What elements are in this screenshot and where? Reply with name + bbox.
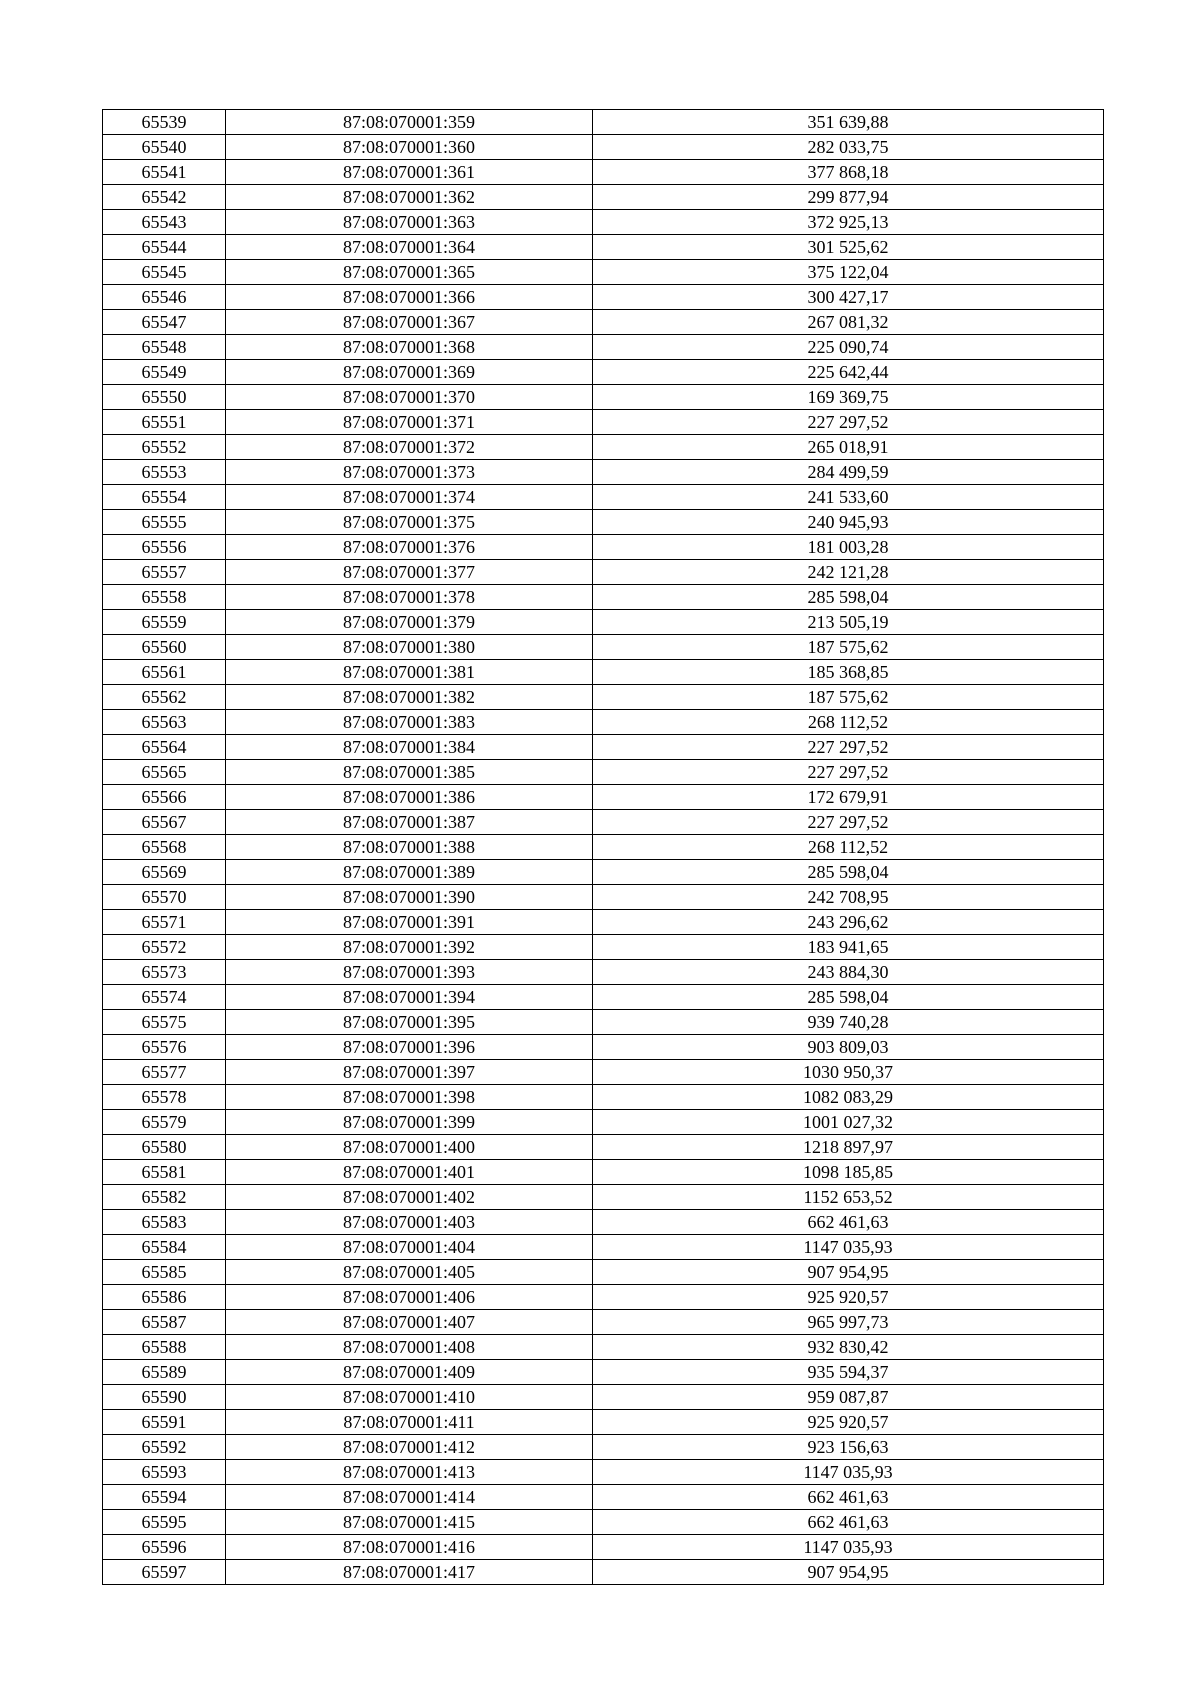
table-row bbox=[103, 1460, 1104, 1485]
table-row bbox=[103, 135, 1104, 160]
table-row bbox=[103, 260, 1104, 285]
row-number-cell: 65573 bbox=[103, 960, 226, 985]
table-row bbox=[103, 1135, 1104, 1160]
cadastral-number-cell: 87:08:070001:414 bbox=[226, 1485, 593, 1510]
row-number-cell: 65559 bbox=[103, 610, 226, 635]
table-row bbox=[103, 1235, 1104, 1260]
table-row bbox=[103, 535, 1104, 560]
table-row bbox=[103, 1010, 1104, 1035]
table-row bbox=[103, 635, 1104, 660]
value-cell: 377 868,18 bbox=[593, 160, 1104, 185]
row-number-cell: 65582 bbox=[103, 1185, 226, 1210]
cadastral-number-cell: 87:08:070001:411 bbox=[226, 1410, 593, 1435]
value-cell: 907 954,95 bbox=[593, 1260, 1104, 1285]
row-number-cell: 65564 bbox=[103, 735, 226, 760]
value-cell: 375 122,04 bbox=[593, 260, 1104, 285]
table-row bbox=[103, 1560, 1104, 1585]
table-row bbox=[103, 510, 1104, 535]
cadastral-number-cell: 87:08:070001:392 bbox=[226, 935, 593, 960]
value-cell: 925 920,57 bbox=[593, 1285, 1104, 1310]
cadastral-number-cell: 87:08:070001:364 bbox=[226, 235, 593, 260]
table-row bbox=[103, 1160, 1104, 1185]
cadastral-number-cell: 87:08:070001:410 bbox=[226, 1385, 593, 1410]
cadastral-number-cell: 87:08:070001:379 bbox=[226, 610, 593, 635]
value-cell: 243 884,30 bbox=[593, 960, 1104, 985]
cadastral-number-cell: 87:08:070001:402 bbox=[226, 1185, 593, 1210]
row-number-cell: 65550 bbox=[103, 385, 226, 410]
row-number-cell: 65546 bbox=[103, 285, 226, 310]
row-number-cell: 65571 bbox=[103, 910, 226, 935]
value-cell: 227 297,52 bbox=[593, 410, 1104, 435]
value-cell: 284 499,59 bbox=[593, 460, 1104, 485]
row-number-cell: 65591 bbox=[103, 1410, 226, 1435]
row-number-cell: 65558 bbox=[103, 585, 226, 610]
cadastral-number-cell: 87:08:070001:360 bbox=[226, 135, 593, 160]
value-cell: 351 639,88 bbox=[593, 110, 1104, 135]
cadastral-number-cell: 87:08:070001:395 bbox=[226, 1010, 593, 1035]
table-row bbox=[103, 585, 1104, 610]
table-row bbox=[103, 1185, 1104, 1210]
value-cell: 185 368,85 bbox=[593, 660, 1104, 685]
table-row bbox=[103, 1535, 1104, 1560]
row-number-cell: 65556 bbox=[103, 535, 226, 560]
row-number-cell: 65541 bbox=[103, 160, 226, 185]
value-cell: 169 369,75 bbox=[593, 385, 1104, 410]
value-cell: 227 297,52 bbox=[593, 760, 1104, 785]
cadastral-number-cell: 87:08:070001:359 bbox=[226, 110, 593, 135]
row-number-cell: 65570 bbox=[103, 885, 226, 910]
cadastral-number-cell: 87:08:070001:400 bbox=[226, 1135, 593, 1160]
value-cell: 372 925,13 bbox=[593, 210, 1104, 235]
value-cell: 1082 083,29 bbox=[593, 1085, 1104, 1110]
value-cell: 225 642,44 bbox=[593, 360, 1104, 385]
value-cell: 268 112,52 bbox=[593, 710, 1104, 735]
value-cell: 181 003,28 bbox=[593, 535, 1104, 560]
value-cell: 285 598,04 bbox=[593, 585, 1104, 610]
cadastral-number-cell: 87:08:070001:368 bbox=[226, 335, 593, 360]
row-number-cell: 65563 bbox=[103, 710, 226, 735]
cadastral-number-cell: 87:08:070001:386 bbox=[226, 785, 593, 810]
row-number-cell: 65569 bbox=[103, 860, 226, 885]
row-number-cell: 65539 bbox=[103, 110, 226, 135]
cadastral-number-cell: 87:08:070001:409 bbox=[226, 1360, 593, 1385]
cadastral-number-cell: 87:08:070001:413 bbox=[226, 1460, 593, 1485]
cadastral-number-cell: 87:08:070001:389 bbox=[226, 860, 593, 885]
row-number-cell: 65577 bbox=[103, 1060, 226, 1085]
cadastral-number-cell: 87:08:070001:391 bbox=[226, 910, 593, 935]
row-number-cell: 65595 bbox=[103, 1510, 226, 1535]
row-number-cell: 65597 bbox=[103, 1560, 226, 1585]
row-number-cell: 65560 bbox=[103, 635, 226, 660]
value-cell: 282 033,75 bbox=[593, 135, 1104, 160]
value-cell: 932 830,42 bbox=[593, 1335, 1104, 1360]
value-cell: 662 461,63 bbox=[593, 1210, 1104, 1235]
cadastral-number-cell: 87:08:070001:380 bbox=[226, 635, 593, 660]
cadastral-number-cell: 87:08:070001:381 bbox=[226, 660, 593, 685]
row-number-cell: 65552 bbox=[103, 435, 226, 460]
cadastral-number-cell: 87:08:070001:407 bbox=[226, 1310, 593, 1335]
row-number-cell: 65540 bbox=[103, 135, 226, 160]
cadastral-number-cell: 87:08:070001:397 bbox=[226, 1060, 593, 1085]
row-number-cell: 65549 bbox=[103, 360, 226, 385]
table-row bbox=[103, 435, 1104, 460]
value-cell: 213 505,19 bbox=[593, 610, 1104, 635]
cadastral-number-cell: 87:08:070001:378 bbox=[226, 585, 593, 610]
cadastral-number-cell: 87:08:070001:408 bbox=[226, 1335, 593, 1360]
row-number-cell: 65554 bbox=[103, 485, 226, 510]
row-number-cell: 65586 bbox=[103, 1285, 226, 1310]
row-number-cell: 65551 bbox=[103, 410, 226, 435]
table-row bbox=[103, 1060, 1104, 1085]
table-row bbox=[103, 935, 1104, 960]
cadastral-number-cell: 87:08:070001:372 bbox=[226, 435, 593, 460]
value-cell: 183 941,65 bbox=[593, 935, 1104, 960]
value-cell: 903 809,03 bbox=[593, 1035, 1104, 1060]
table-row bbox=[103, 1085, 1104, 1110]
cadastral-number-cell: 87:08:070001:371 bbox=[226, 410, 593, 435]
value-cell: 243 296,62 bbox=[593, 910, 1104, 935]
value-cell: 242 708,95 bbox=[593, 885, 1104, 910]
cadastral-number-cell: 87:08:070001:406 bbox=[226, 1285, 593, 1310]
table-row bbox=[103, 835, 1104, 860]
value-cell: 959 087,87 bbox=[593, 1385, 1104, 1410]
row-number-cell: 65593 bbox=[103, 1460, 226, 1485]
row-number-cell: 65576 bbox=[103, 1035, 226, 1060]
row-number-cell: 65566 bbox=[103, 785, 226, 810]
value-cell: 268 112,52 bbox=[593, 835, 1104, 860]
row-number-cell: 65553 bbox=[103, 460, 226, 485]
row-number-cell: 65580 bbox=[103, 1135, 226, 1160]
cadastral-number-cell: 87:08:070001:417 bbox=[226, 1560, 593, 1585]
cadastral-number-cell: 87:08:070001:383 bbox=[226, 710, 593, 735]
value-cell: 240 945,93 bbox=[593, 510, 1104, 535]
value-cell: 907 954,95 bbox=[593, 1560, 1104, 1585]
cadastral-number-cell: 87:08:070001:385 bbox=[226, 760, 593, 785]
cadastral-number-cell: 87:08:070001:396 bbox=[226, 1035, 593, 1060]
cadastral-number-cell: 87:08:070001:369 bbox=[226, 360, 593, 385]
value-cell: 662 461,63 bbox=[593, 1510, 1104, 1535]
row-number-cell: 65562 bbox=[103, 685, 226, 710]
cadastral-number-cell: 87:08:070001:404 bbox=[226, 1235, 593, 1260]
table-row bbox=[103, 1110, 1104, 1135]
table-row bbox=[103, 1210, 1104, 1235]
row-number-cell: 65568 bbox=[103, 835, 226, 860]
value-cell: 187 575,62 bbox=[593, 635, 1104, 660]
table-row bbox=[103, 1310, 1104, 1335]
row-number-cell: 65555 bbox=[103, 510, 226, 535]
table-row bbox=[103, 235, 1104, 260]
row-number-cell: 65589 bbox=[103, 1360, 226, 1385]
cadastral-number-cell: 87:08:070001:367 bbox=[226, 310, 593, 335]
cadastral-number-cell: 87:08:070001:412 bbox=[226, 1435, 593, 1460]
value-cell: 1147 035,93 bbox=[593, 1235, 1104, 1260]
table-row bbox=[103, 335, 1104, 360]
value-cell: 1147 035,93 bbox=[593, 1535, 1104, 1560]
row-number-cell: 65590 bbox=[103, 1385, 226, 1410]
value-cell: 299 877,94 bbox=[593, 185, 1104, 210]
value-cell: 1152 653,52 bbox=[593, 1185, 1104, 1210]
value-cell: 301 525,62 bbox=[593, 235, 1104, 260]
value-cell: 965 997,73 bbox=[593, 1310, 1104, 1335]
table-row bbox=[103, 660, 1104, 685]
table-row bbox=[103, 760, 1104, 785]
value-cell: 1030 950,37 bbox=[593, 1060, 1104, 1085]
table-row bbox=[103, 610, 1104, 635]
table-row bbox=[103, 385, 1104, 410]
table-row bbox=[103, 410, 1104, 435]
value-cell: 285 598,04 bbox=[593, 860, 1104, 885]
table-row bbox=[103, 110, 1104, 135]
value-cell: 662 461,63 bbox=[593, 1485, 1104, 1510]
table-row bbox=[103, 910, 1104, 935]
row-number-cell: 65588 bbox=[103, 1335, 226, 1360]
table-row bbox=[103, 1510, 1104, 1535]
table-row bbox=[103, 360, 1104, 385]
table-row bbox=[103, 1410, 1104, 1435]
row-number-cell: 65544 bbox=[103, 235, 226, 260]
table-row bbox=[103, 960, 1104, 985]
row-number-cell: 65579 bbox=[103, 1110, 226, 1135]
table-row bbox=[103, 1435, 1104, 1460]
value-cell: 265 018,91 bbox=[593, 435, 1104, 460]
table-row bbox=[103, 1360, 1104, 1385]
row-number-cell: 65587 bbox=[103, 1310, 226, 1335]
table-row bbox=[103, 1335, 1104, 1360]
table-row bbox=[103, 560, 1104, 585]
value-cell: 300 427,17 bbox=[593, 285, 1104, 310]
cadastral-number-cell: 87:08:070001:394 bbox=[226, 985, 593, 1010]
cadastral-number-cell: 87:08:070001:387 bbox=[226, 810, 593, 835]
row-number-cell: 65575 bbox=[103, 1010, 226, 1035]
value-cell: 285 598,04 bbox=[593, 985, 1104, 1010]
table-row bbox=[103, 460, 1104, 485]
value-cell: 939 740,28 bbox=[593, 1010, 1104, 1035]
cadastral-number-cell: 87:08:070001:377 bbox=[226, 560, 593, 585]
row-number-cell: 65594 bbox=[103, 1485, 226, 1510]
value-cell: 242 121,28 bbox=[593, 560, 1104, 585]
cadastral-number-cell: 87:08:070001:373 bbox=[226, 460, 593, 485]
table-row bbox=[103, 1285, 1104, 1310]
value-cell: 923 156,63 bbox=[593, 1435, 1104, 1460]
row-number-cell: 65545 bbox=[103, 260, 226, 285]
row-number-cell: 65581 bbox=[103, 1160, 226, 1185]
table-row bbox=[103, 160, 1104, 185]
value-cell: 935 594,37 bbox=[593, 1360, 1104, 1385]
cadastral-number-cell: 87:08:070001:403 bbox=[226, 1210, 593, 1235]
table-row bbox=[103, 810, 1104, 835]
table-row bbox=[103, 285, 1104, 310]
row-number-cell: 65565 bbox=[103, 760, 226, 785]
cadastral-number-cell: 87:08:070001:362 bbox=[226, 185, 593, 210]
table-row bbox=[103, 710, 1104, 735]
value-cell: 227 297,52 bbox=[593, 810, 1104, 835]
table-row bbox=[103, 785, 1104, 810]
value-cell: 1098 185,85 bbox=[593, 1160, 1104, 1185]
value-cell: 1147 035,93 bbox=[593, 1460, 1104, 1485]
row-number-cell: 65557 bbox=[103, 560, 226, 585]
row-number-cell: 65574 bbox=[103, 985, 226, 1010]
cadastral-number-cell: 87:08:070001:388 bbox=[226, 835, 593, 860]
table-row bbox=[103, 1260, 1104, 1285]
cadastral-number-cell: 87:08:070001:399 bbox=[226, 1110, 593, 1135]
row-number-cell: 65584 bbox=[103, 1235, 226, 1260]
value-cell: 1218 897,97 bbox=[593, 1135, 1104, 1160]
cadastral-number-cell: 87:08:070001:384 bbox=[226, 735, 593, 760]
cadastral-number-cell: 87:08:070001:405 bbox=[226, 1260, 593, 1285]
value-cell: 227 297,52 bbox=[593, 735, 1104, 760]
cadastral-number-cell: 87:08:070001:416 bbox=[226, 1535, 593, 1560]
table-row bbox=[103, 1035, 1104, 1060]
value-cell: 225 090,74 bbox=[593, 335, 1104, 360]
value-cell: 241 533,60 bbox=[593, 485, 1104, 510]
table-row bbox=[103, 210, 1104, 235]
cadastral-number-cell: 87:08:070001:365 bbox=[226, 260, 593, 285]
value-cell: 925 920,57 bbox=[593, 1410, 1104, 1435]
table-row bbox=[103, 735, 1104, 760]
cadastral-number-cell: 87:08:070001:363 bbox=[226, 210, 593, 235]
row-number-cell: 65561 bbox=[103, 660, 226, 685]
cadastral-number-cell: 87:08:070001:366 bbox=[226, 285, 593, 310]
cadastral-number-cell: 87:08:070001:390 bbox=[226, 885, 593, 910]
row-number-cell: 65585 bbox=[103, 1260, 226, 1285]
row-number-cell: 65542 bbox=[103, 185, 226, 210]
cadastral-number-cell: 87:08:070001:398 bbox=[226, 1085, 593, 1110]
table-row bbox=[103, 485, 1104, 510]
row-number-cell: 65547 bbox=[103, 310, 226, 335]
cadastral-number-cell: 87:08:070001:370 bbox=[226, 385, 593, 410]
cadastral-number-cell: 87:08:070001:401 bbox=[226, 1160, 593, 1185]
table-row bbox=[103, 310, 1104, 335]
table-row bbox=[103, 685, 1104, 710]
cadastral-number-cell: 87:08:070001:375 bbox=[226, 510, 593, 535]
table-body bbox=[103, 110, 1104, 1585]
row-number-cell: 65583 bbox=[103, 1210, 226, 1235]
cadastral-number-cell: 87:08:070001:361 bbox=[226, 160, 593, 185]
value-cell: 187 575,62 bbox=[593, 685, 1104, 710]
data-table bbox=[102, 109, 1104, 1585]
table-row bbox=[103, 985, 1104, 1010]
value-cell: 267 081,32 bbox=[593, 310, 1104, 335]
row-number-cell: 65592 bbox=[103, 1435, 226, 1460]
cadastral-number-cell: 87:08:070001:374 bbox=[226, 485, 593, 510]
value-cell: 1001 027,32 bbox=[593, 1110, 1104, 1135]
table-row bbox=[103, 1385, 1104, 1410]
row-number-cell: 65572 bbox=[103, 935, 226, 960]
table-row bbox=[103, 1485, 1104, 1510]
cadastral-number-cell: 87:08:070001:415 bbox=[226, 1510, 593, 1535]
table-row bbox=[103, 860, 1104, 885]
row-number-cell: 65578 bbox=[103, 1085, 226, 1110]
row-number-cell: 65548 bbox=[103, 335, 226, 360]
row-number-cell: 65543 bbox=[103, 210, 226, 235]
table-row bbox=[103, 885, 1104, 910]
cadastral-number-cell: 87:08:070001:393 bbox=[226, 960, 593, 985]
table-row bbox=[103, 185, 1104, 210]
row-number-cell: 65567 bbox=[103, 810, 226, 835]
cadastral-number-cell: 87:08:070001:382 bbox=[226, 685, 593, 710]
value-cell: 172 679,91 bbox=[593, 785, 1104, 810]
row-number-cell: 65596 bbox=[103, 1535, 226, 1560]
cadastral-number-cell: 87:08:070001:376 bbox=[226, 535, 593, 560]
